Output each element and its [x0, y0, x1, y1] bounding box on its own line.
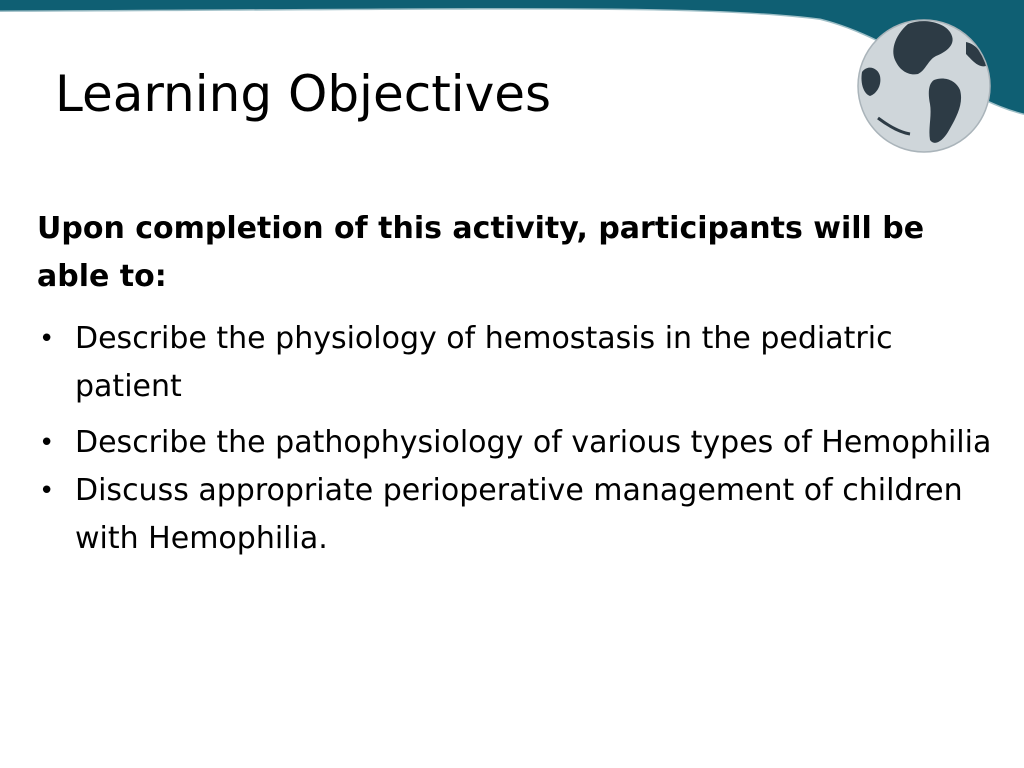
- list-item: [37, 419, 997, 467]
- list-item: [37, 315, 997, 411]
- intro-text: Upon completion of this activity, participants will be able to:: [37, 211, 925, 294]
- globe-icon: [848, 14, 1000, 158]
- bullet-icon: •: [39, 428, 55, 458]
- objective-text: Describe the pathophysiology of various types of Hemophilia: [75, 425, 992, 460]
- objective-text: Discuss appropriate perioperative management of children with Hemophilia.: [75, 473, 963, 556]
- slide-title: Learning Objectives: [55, 65, 552, 123]
- list-item: [37, 467, 997, 563]
- bullet-icon: •: [39, 324, 55, 354]
- bullet-icon: •: [39, 476, 55, 506]
- objectives-list: [37, 315, 997, 563]
- objective-text: Describe the physiology of hemostasis in the pediatric patient: [75, 321, 893, 404]
